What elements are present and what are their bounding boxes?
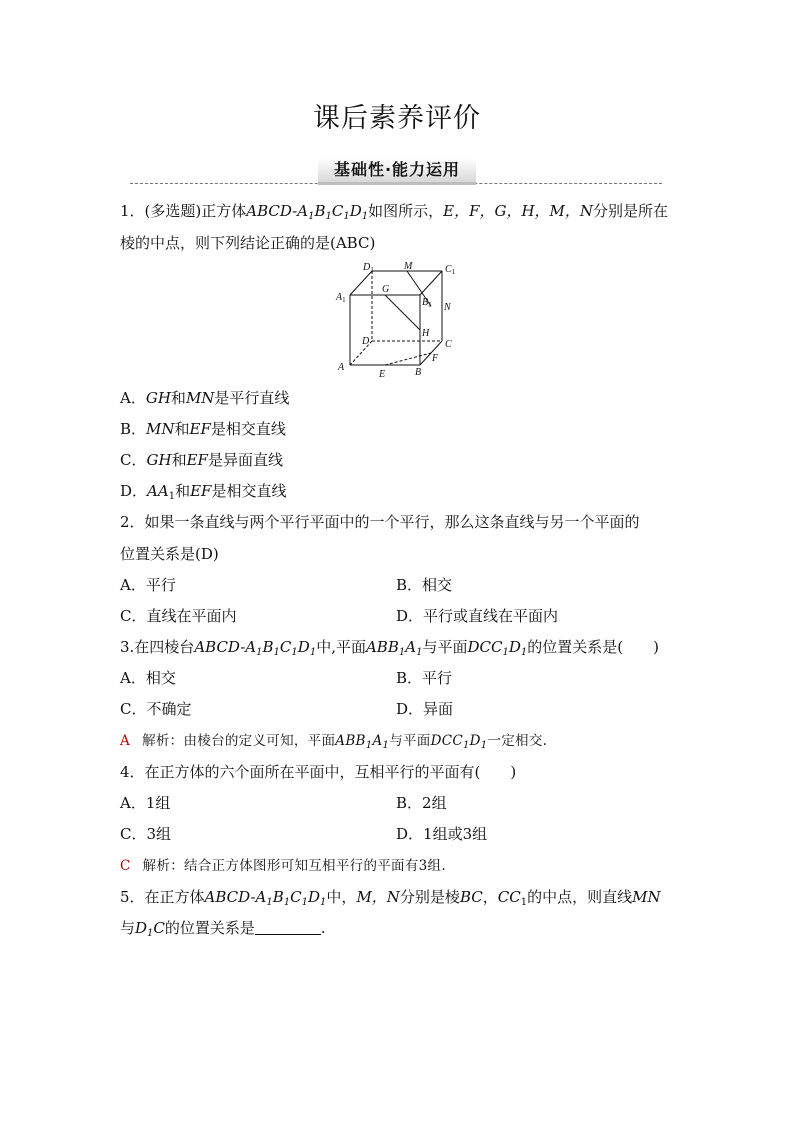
question-1-line-1: 1．(多选题)正方体ABCD-$A_1B_1C_1D_1$如图所示，E，F，G，H，M，N分别是所在 <box>120 202 669 222</box>
question-3-line: 3.在四棱台ABCD-$A_1B_1C_1D_1$中,平面$ABB_1A_1$与平面$DCC_1D_1$的位置关系是( ) <box>120 638 659 658</box>
label-b1: $B_1$ <box>422 297 432 309</box>
section-title: 基础性·能力运用 <box>318 158 476 185</box>
label-m: M <box>404 261 413 272</box>
label-a: A <box>338 362 345 373</box>
question-3-options-row-2: C．不确定 D．异面 <box>120 700 454 718</box>
answer-letter: A <box>120 733 131 749</box>
question-1-option-b: B．MN和EF是相交直线 <box>120 420 286 438</box>
question-2-options-row-1: A．平行 B．相交 <box>120 576 453 594</box>
question-2-line-2: 位置关系是(D) <box>120 545 219 563</box>
question-4-options-row-2: C．3组 D．1组或3组 <box>120 825 488 843</box>
question-1-option-a: A．GH和MN是平行直线 <box>120 389 290 407</box>
label-e: E <box>379 369 386 380</box>
question-3-options-row-1: A．相交 B．平行 <box>120 669 453 687</box>
question-4-options-row-1: A．1组 B．2组 <box>120 794 447 812</box>
question-1-option-c: C．GH和EF是异面直线 <box>120 451 283 469</box>
question-3-answer: A 解析：由棱台的定义可知，平面$ABB_1A_1$与平面$DCC_1D_1$一定相交. <box>120 733 548 751</box>
label-n: N <box>444 302 451 313</box>
question-2-options-row-2: C．直线在平面内 D．平行或直线在平面内 <box>120 607 559 625</box>
label-d: D <box>362 336 370 347</box>
label-c1: $C_1$ <box>445 264 456 276</box>
question-5-line-1: 5．在正方体ABCD-$A_1B_1C_1D_1$中，M，N分别是棱BC，$CC_1$的中点，则直线MN <box>120 888 661 908</box>
question-4-line: 4．在正方体的六个面所在平面中，互相平行的平面有( ) <box>120 763 517 781</box>
question-1-option-d: D．$AA_1$和EF是相交直线 <box>120 482 287 502</box>
section-banner <box>130 155 662 189</box>
answer-letter: C <box>120 858 131 874</box>
cube-name: ABCD-$A_1B_1C_1D_1$ <box>246 202 369 222</box>
question-5-line-2: 与$D_1C$的位置关系是 . <box>120 919 326 939</box>
answer-blank[interactable] <box>255 920 321 935</box>
label-b: B <box>415 367 422 378</box>
cube-figure <box>330 258 465 383</box>
label-h: H <box>422 328 430 339</box>
cube-diagram <box>330 258 465 383</box>
question-1-line-2: 棱的中点，则下列结论正确的是(ABC) <box>120 234 376 252</box>
label-g: G <box>382 284 390 295</box>
page-title: 课后素养评价 <box>313 103 481 134</box>
question-2-line-1: 2．如果一条直线与两个平行平面中的一个平行，那么这条直线与另一个平面的 <box>120 513 640 531</box>
label-d1: $D_1$ <box>363 262 374 274</box>
label-f: F <box>432 353 439 364</box>
question-4-answer: C 解析：结合正方体图形可知互相平行的平面有3组. <box>120 858 446 874</box>
label-c: C <box>445 339 452 350</box>
label-a1: $A_1$ <box>336 292 346 304</box>
